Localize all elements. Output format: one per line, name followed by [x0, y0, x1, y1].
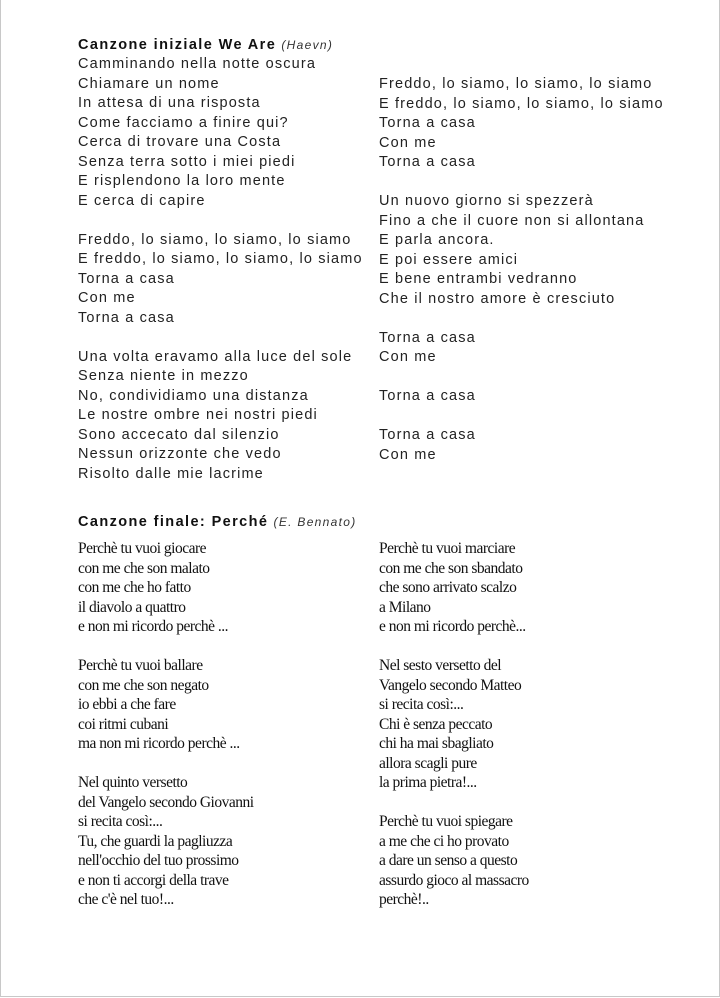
lyric-line: a Milano — [379, 598, 431, 616]
lyric-line: Senza terra sotto i miei piedi — [78, 153, 296, 170]
lyric-line: Una volta eravamo alla luce del sole — [78, 348, 353, 365]
song1-left-column — [78, 55, 378, 484]
lyric-line: Nessun orizzonte che vedo — [78, 446, 282, 462]
song2-heading — [78, 514, 357, 530]
lyric-line: a me che ci ho provato — [379, 832, 509, 850]
stanza-gap — [78, 754, 378, 774]
lyric-line: E bene entrambi vedranno — [379, 271, 578, 287]
stanza-gap — [78, 637, 378, 657]
lyric-line: Senza niente in mezzo — [78, 368, 249, 384]
lyric-line: Torna a casa — [379, 388, 476, 404]
lyric-line: Come facciamo a finire qui? — [78, 114, 289, 131]
lyric-line: E risplendono la loro mente — [78, 173, 286, 189]
stanza-gap — [78, 328, 378, 348]
lyric-line: Le nostre ombre nei nostri piedi — [78, 407, 318, 423]
lyric-line: Chiamare un nome — [78, 75, 220, 92]
lyric-line: No, condividiamo una distanza — [78, 387, 309, 404]
lyric-line: e non mi ricordo perchè ... — [78, 618, 229, 635]
lyric-line: Sono accecato dal silenzio — [78, 426, 280, 443]
lyric-line: io ebbi a che fare — [78, 696, 176, 713]
lyric-line: Camminando nella notte oscura — [78, 56, 317, 72]
lyric-line: assurdo gioco al massacro — [379, 871, 529, 889]
lyric-line: Torna a casa — [78, 270, 175, 287]
lyric-line: E poi essere amici — [379, 251, 519, 268]
lyric-line: Torna a casa — [379, 427, 476, 443]
lyric-line: Cerca di trovare una Costa — [78, 134, 282, 150]
lyric-line: il diavolo a quattro — [78, 598, 186, 616]
song2-title: Canzone finale: Perché — [78, 514, 269, 530]
stanza-gap — [379, 407, 709, 427]
lyric-line: con me che ho fatto — [78, 579, 191, 596]
lyric-line: Risolto dalle mie lacrime — [78, 465, 264, 482]
lyric-line: Torna a casa — [379, 329, 476, 346]
lyric-line: Perchè tu vuoi marciare — [379, 540, 516, 557]
song2-left-column — [78, 539, 378, 910]
lyric-line: Fino a che il cuore non si allontana — [379, 212, 645, 229]
lyric-line: con me che son sbandato — [379, 559, 523, 577]
lyric-line: si recita così:... — [379, 696, 464, 713]
lyric-line: con me che son negato — [78, 676, 209, 694]
song1-title: Canzone iniziale We Are — [78, 37, 277, 53]
lyric-line: Con me — [78, 290, 136, 306]
song2-author: (E. Bennato) — [273, 515, 357, 529]
lyric-line: Con me — [379, 446, 437, 463]
lyric-line: del Vangelo secondo Giovanni — [78, 793, 254, 811]
lyric-line: Con me — [379, 134, 437, 151]
lyric-line: Freddo, lo siamo, lo siamo, lo siamo — [78, 231, 352, 248]
lyric-line: Freddo, lo siamo, lo siamo, lo siamo — [379, 76, 653, 92]
song2-right-column — [379, 539, 679, 910]
lyric-line: a dare un senso a questo — [379, 852, 518, 869]
lyric-line: la prima pietra!... — [379, 774, 477, 791]
lyric-line: In attesa di una risposta — [78, 95, 261, 111]
lyric-line: Torna a casa — [379, 154, 476, 170]
lyric-line: coi ritmi cubani — [78, 715, 169, 733]
lyric-line: Con me — [379, 349, 437, 365]
stanza-gap — [379, 309, 709, 329]
lyric-line: perchè!.. — [379, 891, 429, 908]
lyric-line: che c'è nel tuo!... — [78, 891, 174, 908]
lyric-line: Perchè tu vuoi giocare — [78, 540, 207, 557]
lyric-line: con me che son malato — [78, 559, 210, 577]
lyric-line: Che il nostro amore è cresciuto — [379, 290, 616, 307]
lyric-line: Nel sesto versetto del — [379, 657, 502, 674]
lyric-line: Tu, che guardi la pagliuzza — [78, 832, 233, 850]
lyric-line: nell'occhio del tuo prossimo — [78, 852, 239, 869]
lyric-line: Chi è senza peccato — [379, 715, 493, 733]
lyric-line: E cerca di capire — [78, 192, 206, 209]
lyric-line: Torna a casa — [379, 115, 476, 131]
lyric-line: e non mi ricordo perchè... — [379, 618, 526, 635]
song1-right-column — [379, 75, 709, 465]
lyric-line: Torna a casa — [78, 309, 175, 326]
lyric-line: e non ti accorgi della trave — [78, 871, 229, 889]
lyric-line: chi ha mai sbagliato — [379, 735, 494, 752]
lyric-line: allora scagli pure — [379, 754, 477, 772]
lyric-line: Perchè tu vuoi spiegare — [379, 813, 513, 830]
lyric-line: E freddo, lo siamo, lo siamo, lo siamo — [78, 251, 363, 267]
lyric-line: che sono arrivato scalzo — [379, 579, 517, 596]
lyric-line: Nel quinto versetto — [78, 774, 188, 791]
lyric-line: Perchè tu vuoi ballare — [78, 657, 203, 674]
lyric-line: ma non mi ricordo perchè ... — [78, 735, 240, 752]
stanza-gap — [78, 211, 378, 231]
stanza-gap — [379, 173, 709, 193]
song1-author: (Haevn) — [281, 38, 334, 52]
lyric-line: E freddo, lo siamo, lo siamo, lo siamo — [379, 95, 664, 112]
lyric-line: E parla ancora. — [379, 232, 495, 248]
lyric-line: si recita così:... — [78, 813, 163, 830]
lyric-line: Vangelo secondo Matteo — [379, 676, 522, 694]
stanza-gap — [379, 637, 679, 657]
stanza-gap — [379, 793, 679, 813]
song1-heading — [78, 37, 333, 53]
stanza-gap — [379, 368, 709, 388]
lyric-line: Un nuovo giorno si spezzerà — [379, 193, 594, 209]
